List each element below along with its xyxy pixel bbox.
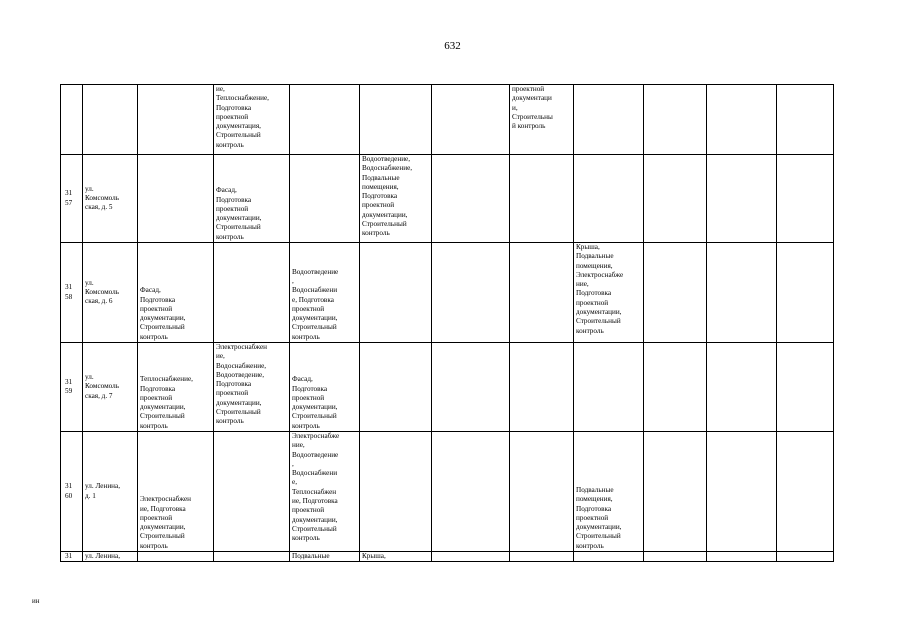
table-row: [61, 343, 834, 432]
work-cell: проектной документаци и, Строительны й контроль: [510, 85, 574, 155]
work-cell: [290, 85, 360, 155]
work-cell: Водоотведение , Водоснабжени е, Подготовка проектной документации, Строительный контроль: [290, 243, 360, 343]
work-cell: [432, 552, 510, 562]
row-number-cell: 31 60: [61, 432, 83, 552]
work-cell: [574, 155, 644, 243]
work-cell: [138, 552, 214, 562]
empty-cell: [777, 155, 834, 243]
row-number-cell: 31 58: [61, 243, 83, 343]
empty-cell: [644, 243, 707, 343]
empty-cell: [644, 155, 707, 243]
work-cell: [432, 155, 510, 243]
empty-cell: [707, 85, 777, 155]
work-cell: ие, Теплоснабжение, Подготовка проектной документация, Строительный контроль: [214, 85, 290, 155]
work-cell: Фасад, Подготовка проектной документации, Строительный контроль: [214, 155, 290, 243]
work-cell: Водоотведение, Водоснабжение, Подвальные помещения, Подготовка проектной документации, Строительный контроль: [360, 155, 432, 243]
empty-cell: [644, 343, 707, 432]
work-cell: Подвальные помещения, Подготовка проектной документации, Строительный контроль: [574, 432, 644, 552]
footer-mark: ин: [32, 597, 40, 605]
work-cell: [574, 552, 644, 562]
page-number: 632: [444, 40, 461, 52]
work-cell: [214, 552, 290, 562]
table-row: [61, 432, 834, 552]
work-cell: Фасад, Подготовка проектной документации, Строительный контроль: [290, 343, 360, 432]
work-cell: [360, 243, 432, 343]
work-cell: [432, 85, 510, 155]
address-cell: ул. Ленина,: [83, 552, 138, 562]
address-cell: ул. Комсомоль ская, д. 6: [83, 243, 138, 343]
empty-cell: [707, 432, 777, 552]
work-cell: [360, 343, 432, 432]
work-cell: [510, 432, 574, 552]
work-cell: Крыша,: [360, 552, 432, 562]
address-cell: [83, 85, 138, 155]
work-cell: Фасад, Подготовка проектной документации, Строительный контроль: [138, 243, 214, 343]
work-cell: [574, 343, 644, 432]
work-cell: [290, 155, 360, 243]
empty-cell: [707, 552, 777, 562]
work-cell: [360, 85, 432, 155]
work-cell: [214, 243, 290, 343]
work-cell: [574, 85, 644, 155]
work-cell: Электроснабже ние, Водоотведение , Водоснабжени е, Теплоснабжен ие, Подготовка проектной документации, Строительный контроль: [290, 432, 360, 552]
work-cell: [432, 343, 510, 432]
empty-cell: [644, 432, 707, 552]
table-row: [61, 552, 834, 562]
work-cell: Теплоснабжение, Подготовка проектной документации, Строительный контроль: [138, 343, 214, 432]
row-number-cell: 31 57: [61, 155, 83, 243]
work-cell: Электроснабжен ие, Водоснабжение, Водоотведение, Подготовка проектной документации, Строительный контроль: [214, 343, 290, 432]
address-cell: ул. Комсомоль ская, д. 7: [83, 343, 138, 432]
empty-cell: [777, 343, 834, 432]
address-cell: ул. Ленина, д. 1: [83, 432, 138, 552]
empty-cell: [777, 552, 834, 562]
empty-cell: [777, 85, 834, 155]
work-cell: [510, 155, 574, 243]
work-cell: [510, 343, 574, 432]
empty-cell: [644, 552, 707, 562]
work-cell: Подвальные: [290, 552, 360, 562]
works-table: [60, 84, 834, 562]
work-cell: [510, 243, 574, 343]
work-cell: [138, 85, 214, 155]
empty-cell: [707, 155, 777, 243]
work-cell: Электроснабжен ие, Подготовка проектной документации, Строительный контроль: [138, 432, 214, 552]
empty-cell: [707, 343, 777, 432]
empty-cell: [777, 432, 834, 552]
work-cell: [214, 432, 290, 552]
row-number-cell: [61, 85, 83, 155]
work-cell: [360, 432, 432, 552]
table-row: [61, 243, 834, 343]
row-number-cell: 31 59: [61, 343, 83, 432]
empty-cell: [707, 243, 777, 343]
table-row: [61, 85, 834, 155]
work-cell: Крыша, Подвальные помещения, Электроснабже ние, Подготовка проектной документации, Строительный контроль: [574, 243, 644, 343]
table-row: [61, 155, 834, 243]
work-cell: [510, 552, 574, 562]
work-cell: [432, 432, 510, 552]
address-cell: ул. Комсомоль ская, д. 5: [83, 155, 138, 243]
empty-cell: [777, 243, 834, 343]
row-number-cell: 31: [61, 552, 83, 562]
work-cell: [432, 243, 510, 343]
work-cell: [138, 155, 214, 243]
empty-cell: [644, 85, 707, 155]
